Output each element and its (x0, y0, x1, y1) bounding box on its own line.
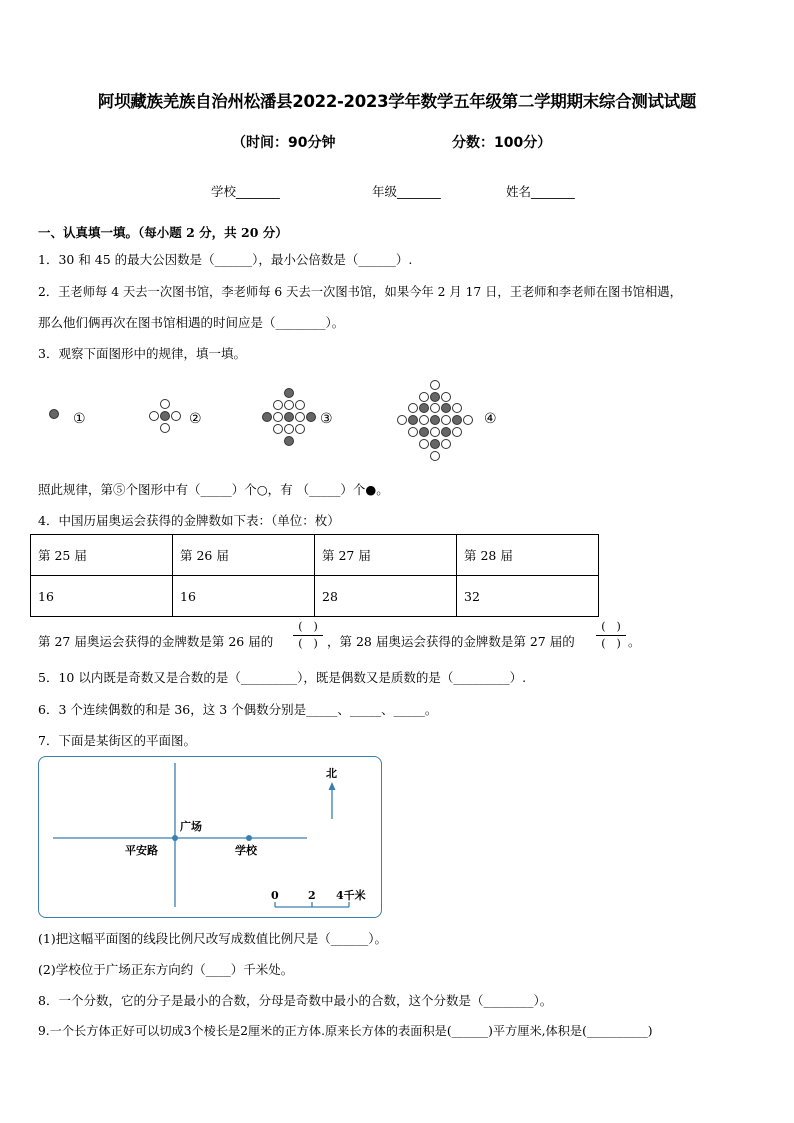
hollow-dot (442, 416, 451, 425)
hollow-dot (296, 425, 305, 434)
scale-label-4km: 4千米 (336, 889, 366, 902)
hollow-dot (420, 440, 429, 449)
school-field: 学校_______ (211, 184, 280, 199)
road-label: 平安路 (125, 844, 158, 857)
table-row (31, 535, 599, 576)
filled-dot (263, 413, 272, 422)
hollow-dot (296, 401, 305, 410)
figure-label-1: ① (73, 411, 86, 427)
question-9: 9.一个长方体正好可以切成3个棱长是2厘米的正方体.原来长方体的表面积是(______)平方厘米,体积是(__________) (38, 1024, 653, 1038)
filled-dot (285, 437, 294, 446)
question-3: 3．观察下面图形中的规律，填一填。 (38, 346, 246, 361)
page-title: 阿坝藏族羌族自治州松潘县2022-2023学年数学五年级第二学期期末综合测试试题 (97, 92, 697, 111)
north-label: 北 (326, 767, 337, 780)
hollow-dot (161, 424, 170, 433)
hollow-dot (442, 440, 451, 449)
table-cell: 32 (457, 576, 599, 617)
school-dot (246, 835, 252, 841)
street-map-drawing (39, 757, 381, 917)
hollow-dot (431, 404, 440, 413)
table-cell: 28 (315, 576, 457, 617)
question-6: 6．3 个连续偶数的和是 36，这 3 个偶数分别是_____、_____、_____。 (38, 702, 438, 717)
grade-field: 年级_______ (372, 184, 441, 199)
time-label: （时间：90分钟 (232, 135, 336, 151)
table-header-cell: 第 27 届 (315, 535, 457, 576)
hollow-dot (420, 416, 429, 425)
hollow-dot (274, 413, 283, 422)
filled-dot (420, 404, 429, 413)
question-4-text-3: 。 (628, 634, 641, 649)
hollow-dot (150, 412, 159, 421)
fraction-blank-2 (596, 620, 626, 651)
hollow-dot (409, 404, 418, 413)
hollow-dot (431, 452, 440, 461)
question-3-answer: 照此规律，第⑤个图形中有（_____）个○，有 （_____）个●。 (38, 482, 389, 497)
hollow-dot (274, 425, 283, 434)
figure-label-2: ② (189, 411, 202, 427)
street-map (38, 756, 382, 918)
question-4-text-2: ，第 28 届奥运会获得的金牌数是第 27 届的 (327, 634, 575, 649)
numerator-blank: ( ) (601, 620, 621, 633)
figure-label-3: ③ (320, 411, 333, 427)
question-7-part-1: (1)把这幅平面图的线段比例尺改写成数值比例尺是（______）。 (38, 931, 387, 946)
filled-dot (420, 428, 429, 437)
square-dot (172, 835, 178, 841)
dot-pattern-figure (40, 378, 510, 464)
question-5: 5．10 以内既是奇数又是合数的是（_________），既是偶数又是质数的是（_________）. (38, 670, 527, 685)
question-2-line-1: 2．王老师每 4 天去一次图书馆，李老师每 6 天去一次图书馆，如果今年 2 月 17 日，王老师和李老师在图书馆相遇， (38, 285, 682, 299)
question-4: 4．中国历届奥运会获得的金牌数如下表：（单位：枚） (38, 513, 340, 528)
question-8: 8．一个分数，它的分子是最小的合数，分母是奇数中最小的合数，这个分数是（________）。 (38, 993, 553, 1008)
fraction-bar (293, 635, 323, 636)
question-7-part-2: (2)学校位于广场正东方向约（____）千米处。 (38, 962, 294, 977)
table-header-cell: 第 25 届 (31, 535, 173, 576)
filled-dot (431, 416, 440, 425)
numerator-blank: ( ) (298, 620, 318, 633)
hollow-dot (409, 428, 418, 437)
hollow-dot (274, 401, 283, 410)
filled-dot (307, 413, 316, 422)
figure-label-4: ④ (484, 411, 497, 427)
section-heading: 一、认真填一填。（每小题 2 分，共 20 分） (38, 225, 288, 240)
medal-table (30, 534, 599, 617)
table-row (31, 576, 599, 617)
filled-dot (442, 404, 451, 413)
hollow-dot (285, 425, 294, 434)
fraction-bar (596, 635, 626, 636)
hollow-dot (285, 401, 294, 410)
filled-dot (431, 393, 440, 402)
hollow-dot (442, 393, 451, 402)
fraction-blank-1 (293, 620, 323, 651)
denominator-blank: ( ) (601, 637, 621, 650)
filled-dot (285, 389, 294, 398)
filled-dot (50, 410, 59, 419)
table-header-cell: 第 26 届 (173, 535, 315, 576)
table-header-cell: 第 28 届 (457, 535, 599, 576)
filled-dot (442, 428, 451, 437)
question-7: 7．下面是某街区的平面图。 (38, 733, 196, 748)
table-cell: 16 (31, 576, 173, 617)
filled-dot (285, 413, 294, 422)
school-label: 学校 (235, 844, 257, 857)
question-2-line-2: 那么他们俩再次在图书馆相遇的时间应是（________）。 (38, 315, 345, 330)
name-field: 姓名_______ (506, 184, 575, 199)
hollow-dot (453, 428, 462, 437)
hollow-dot (296, 413, 305, 422)
question-4-text-1: 第 27 届奥运会获得的金牌数是第 26 届的 (38, 634, 274, 649)
hollow-dot (398, 416, 407, 425)
scale-label-2: 2 (308, 889, 316, 902)
question-1: 1．30 和 45 的最大公因数是（______），最小公倍数是（______）. (38, 252, 413, 267)
north-arrow-head-icon (329, 782, 336, 790)
hollow-dot (161, 400, 170, 409)
filled-dot (161, 412, 170, 421)
denominator-blank: ( ) (298, 637, 318, 650)
hollow-dot (431, 428, 440, 437)
hollow-dot (420, 393, 429, 402)
filled-dot (453, 416, 462, 425)
filled-dot (431, 440, 440, 449)
hollow-dot (464, 416, 473, 425)
scale-label-0: 0 (271, 889, 279, 902)
square-label: 广场 (180, 820, 202, 833)
hollow-dot (431, 381, 440, 390)
score-label: 分数：100分） (452, 135, 552, 151)
filled-dot (409, 416, 418, 425)
table-cell: 16 (173, 576, 315, 617)
hollow-dot (453, 404, 462, 413)
hollow-dot (172, 412, 181, 421)
